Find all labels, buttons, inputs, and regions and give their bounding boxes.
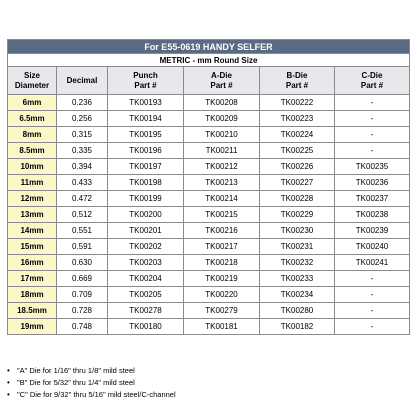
- cell-size: 10mm: [8, 159, 57, 175]
- table-row: [8, 143, 410, 159]
- cell-c-die: TK00239: [335, 223, 410, 239]
- header-b-die: B-Die Part #: [260, 67, 335, 95]
- note-text: "A" Die for 1/16" thru 1/8" mild steel: [17, 366, 135, 375]
- bullet-icon: •: [7, 390, 10, 399]
- cell-c-die: -: [335, 143, 410, 159]
- cell-punch: TK00180: [108, 319, 184, 335]
- note-text: "B" Die for 5/32" thru 1/4" mild steel: [17, 378, 135, 387]
- cell-b-die: TK00226: [260, 159, 335, 175]
- cell-a-die: TK00215: [184, 207, 260, 223]
- cell-size: 15mm: [8, 239, 57, 255]
- bullet-icon: •: [7, 366, 10, 375]
- cell-size: 18.5mm: [8, 303, 57, 319]
- cell-b-die: TK00230: [260, 223, 335, 239]
- cell-decimal: 0.394: [57, 159, 108, 175]
- cell-punch: TK00194: [108, 111, 184, 127]
- cell-b-die: TK00222: [260, 95, 335, 111]
- cell-decimal: 0.315: [57, 127, 108, 143]
- cell-a-die: TK00212: [184, 159, 260, 175]
- table-title-row: [8, 40, 410, 54]
- table-row: [8, 223, 410, 239]
- cell-size: 12mm: [8, 191, 57, 207]
- cell-size: 8.5mm: [8, 143, 57, 159]
- note-text: "C" Die for 9/32" thru 5/16" mild steel/C-channel: [17, 390, 176, 399]
- table-row: [8, 127, 410, 143]
- header-size: Size Diameter: [8, 67, 57, 95]
- cell-a-die: TK00219: [184, 271, 260, 287]
- cell-size: 18mm: [8, 287, 57, 303]
- cell-punch: TK00202: [108, 239, 184, 255]
- cell-a-die: TK00214: [184, 191, 260, 207]
- cell-decimal: 0.433: [57, 175, 108, 191]
- table-row: [8, 95, 410, 111]
- cell-decimal: 0.236: [57, 95, 108, 111]
- cell-punch: TK00199: [108, 191, 184, 207]
- cell-punch: TK00278: [108, 303, 184, 319]
- cell-a-die: TK00217: [184, 239, 260, 255]
- header-decimal: Decimal: [57, 67, 108, 95]
- cell-size: 17mm: [8, 271, 57, 287]
- cell-a-die: TK00208: [184, 95, 260, 111]
- cell-punch: TK00201: [108, 223, 184, 239]
- table-row: [8, 303, 410, 319]
- cell-decimal: 0.512: [57, 207, 108, 223]
- bullet-icon: •: [7, 378, 10, 387]
- cell-a-die: TK00210: [184, 127, 260, 143]
- cell-b-die: TK00234: [260, 287, 335, 303]
- cell-a-die: TK00213: [184, 175, 260, 191]
- cell-punch: TK00200: [108, 207, 184, 223]
- cell-size: 19mm: [8, 319, 57, 335]
- cell-punch: TK00197: [108, 159, 184, 175]
- cell-decimal: 0.709: [57, 287, 108, 303]
- cell-b-die: TK00182: [260, 319, 335, 335]
- table-row: [8, 239, 410, 255]
- table-body: [8, 95, 410, 335]
- cell-b-die: TK00233: [260, 271, 335, 287]
- table-subtitle-row: [8, 54, 410, 67]
- cell-decimal: 0.630: [57, 255, 108, 271]
- cell-decimal: 0.335: [57, 143, 108, 159]
- parts-table-container: [7, 39, 409, 335]
- table-subtitle: METRIC - mm Round Size: [8, 54, 410, 67]
- header-punch: Punch Part #: [108, 67, 184, 95]
- table-row: [8, 175, 410, 191]
- cell-decimal: 0.748: [57, 319, 108, 335]
- cell-decimal: 0.551: [57, 223, 108, 239]
- cell-c-die: -: [335, 319, 410, 335]
- cell-b-die: TK00223: [260, 111, 335, 127]
- cell-decimal: 0.256: [57, 111, 108, 127]
- cell-b-die: TK00225: [260, 143, 335, 159]
- cell-a-die: TK00181: [184, 319, 260, 335]
- cell-c-die: TK00241: [335, 255, 410, 271]
- cell-a-die: TK00216: [184, 223, 260, 239]
- header-a-die: A-Die Part #: [184, 67, 260, 95]
- cell-c-die: -: [335, 95, 410, 111]
- cell-b-die: TK00280: [260, 303, 335, 319]
- cell-punch: TK00195: [108, 127, 184, 143]
- cell-c-die: -: [335, 127, 410, 143]
- cell-a-die: TK00209: [184, 111, 260, 127]
- cell-decimal: 0.591: [57, 239, 108, 255]
- cell-b-die: TK00231: [260, 239, 335, 255]
- note-item: [7, 377, 176, 389]
- cell-a-die: TK00279: [184, 303, 260, 319]
- header-c-die: C-Die Part #: [335, 67, 410, 95]
- table-row: [8, 159, 410, 175]
- note-item: [7, 365, 176, 377]
- column-header-row: [8, 67, 410, 95]
- table-row: [8, 255, 410, 271]
- cell-punch: TK00205: [108, 287, 184, 303]
- cell-size: 11mm: [8, 175, 57, 191]
- cell-decimal: 0.728: [57, 303, 108, 319]
- cell-size: 6mm: [8, 95, 57, 111]
- cell-b-die: TK00224: [260, 127, 335, 143]
- cell-punch: TK00198: [108, 175, 184, 191]
- cell-size: 16mm: [8, 255, 57, 271]
- cell-c-die: TK00238: [335, 207, 410, 223]
- cell-decimal: 0.472: [57, 191, 108, 207]
- cell-punch: TK00203: [108, 255, 184, 271]
- cell-punch: TK00196: [108, 143, 184, 159]
- cell-c-die: TK00237: [335, 191, 410, 207]
- cell-c-die: -: [335, 271, 410, 287]
- table-row: [8, 207, 410, 223]
- cell-a-die: TK00220: [184, 287, 260, 303]
- table-row: [8, 319, 410, 335]
- cell-a-die: TK00218: [184, 255, 260, 271]
- table-row: [8, 191, 410, 207]
- cell-c-die: -: [335, 111, 410, 127]
- cell-c-die: -: [335, 287, 410, 303]
- cell-c-die: TK00236: [335, 175, 410, 191]
- table-title: For E55-0619 HANDY SELFER: [8, 40, 410, 54]
- cell-size: 14mm: [8, 223, 57, 239]
- cell-b-die: TK00228: [260, 191, 335, 207]
- cell-decimal: 0.669: [57, 271, 108, 287]
- cell-size: 6.5mm: [8, 111, 57, 127]
- cell-c-die: TK00240: [335, 239, 410, 255]
- table-row: [8, 111, 410, 127]
- cell-size: 13mm: [8, 207, 57, 223]
- cell-c-die: TK00235: [335, 159, 410, 175]
- cell-punch: TK00193: [108, 95, 184, 111]
- notes-list: [7, 365, 176, 401]
- cell-size: 8mm: [8, 127, 57, 143]
- cell-b-die: TK00229: [260, 207, 335, 223]
- note-item: [7, 389, 176, 401]
- cell-a-die: TK00211: [184, 143, 260, 159]
- table-row: [8, 271, 410, 287]
- table-row: [8, 287, 410, 303]
- cell-b-die: TK00232: [260, 255, 335, 271]
- cell-punch: TK00204: [108, 271, 184, 287]
- cell-c-die: -: [335, 303, 410, 319]
- parts-table: [7, 39, 410, 335]
- cell-b-die: TK00227: [260, 175, 335, 191]
